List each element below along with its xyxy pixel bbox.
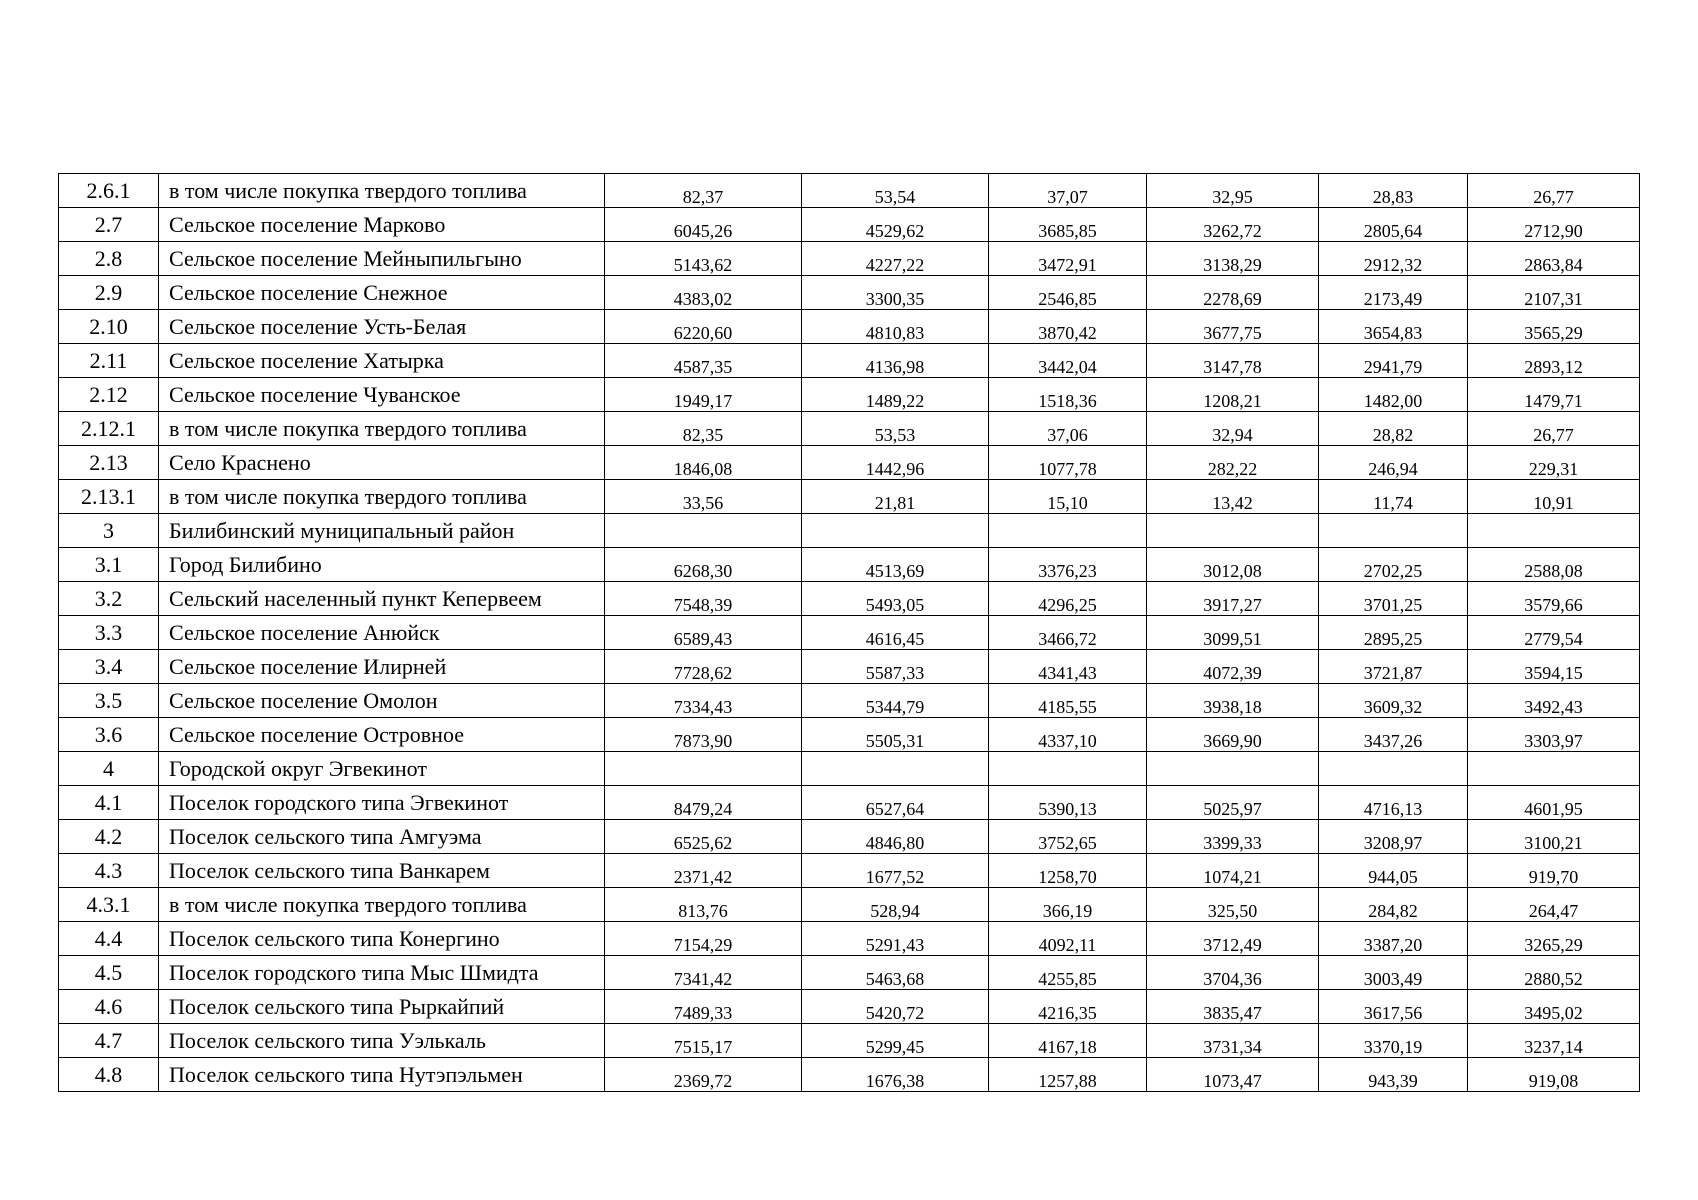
table-row xyxy=(59,650,1640,684)
settlement-name-cell: Сельское поселение Снежное xyxy=(159,276,605,310)
value-cell: 3147,78 xyxy=(1147,344,1319,378)
value-cell: 3492,43 xyxy=(1468,684,1640,718)
value-cell xyxy=(989,514,1147,548)
value-cell: 5291,43 xyxy=(802,922,989,956)
value-cell: 3376,23 xyxy=(989,548,1147,582)
value-cell: 7489,33 xyxy=(605,990,802,1024)
value-cell xyxy=(605,752,802,786)
value-cell: 4587,35 xyxy=(605,344,802,378)
value-cell: 284,82 xyxy=(1319,888,1468,922)
value-cell: 366,19 xyxy=(989,888,1147,922)
value-cell: 5587,33 xyxy=(802,650,989,684)
value-cell: 3712,49 xyxy=(1147,922,1319,956)
row-number-cell: 2.12.1 xyxy=(59,412,159,446)
settlement-name-cell: Сельский населенный пункт Кепервеем xyxy=(159,582,605,616)
value-cell: 1257,88 xyxy=(989,1058,1147,1092)
value-cell: 3669,90 xyxy=(1147,718,1319,752)
table-row xyxy=(59,854,1640,888)
settlement-name-cell: Поселок сельского типа Рыркайпий xyxy=(159,990,605,1024)
table-row xyxy=(59,310,1640,344)
value-cell: 5143,62 xyxy=(605,242,802,276)
value-cell: 3721,87 xyxy=(1319,650,1468,684)
settlement-name-cell: Поселок сельского типа Уэлькаль xyxy=(159,1024,605,1058)
row-number-cell: 3 xyxy=(59,514,159,548)
table-row xyxy=(59,718,1640,752)
value-cell: 7548,39 xyxy=(605,582,802,616)
value-cell: 3579,66 xyxy=(1468,582,1640,616)
value-cell: 5299,45 xyxy=(802,1024,989,1058)
settlement-name-cell: Сельское поселение Усть-Белая xyxy=(159,310,605,344)
table-row xyxy=(59,990,1640,1024)
table-row xyxy=(59,616,1640,650)
value-cell: 3370,19 xyxy=(1319,1024,1468,1058)
row-number-cell: 2.13.1 xyxy=(59,480,159,514)
value-cell xyxy=(1319,514,1468,548)
value-cell: 3442,04 xyxy=(989,344,1147,378)
row-number-cell: 3.1 xyxy=(59,548,159,582)
value-cell: 4341,43 xyxy=(989,650,1147,684)
value-cell: 37,07 xyxy=(989,174,1147,208)
value-cell: 3237,14 xyxy=(1468,1024,1640,1058)
row-number-cell: 4.1 xyxy=(59,786,159,820)
value-cell: 4616,45 xyxy=(802,616,989,650)
value-cell: 5420,72 xyxy=(802,990,989,1024)
value-cell: 4227,22 xyxy=(802,242,989,276)
settlement-name-cell: Сельское поселение Анюйск xyxy=(159,616,605,650)
value-cell: 4846,80 xyxy=(802,820,989,854)
value-cell xyxy=(1468,514,1640,548)
table-row xyxy=(59,548,1640,582)
table-row xyxy=(59,378,1640,412)
value-cell: 3917,27 xyxy=(1147,582,1319,616)
value-cell: 4601,95 xyxy=(1468,786,1640,820)
value-cell: 3303,97 xyxy=(1468,718,1640,752)
table-row xyxy=(59,1024,1640,1058)
value-cell: 229,31 xyxy=(1468,446,1640,480)
settlement-name-cell: Поселок сельского типа Амгуэма xyxy=(159,820,605,854)
settlement-name-cell: Поселок городского типа Мыс Шмидта xyxy=(159,956,605,990)
table-row xyxy=(59,820,1640,854)
value-cell: 3262,72 xyxy=(1147,208,1319,242)
value-cell: 3300,35 xyxy=(802,276,989,310)
value-cell: 1676,38 xyxy=(802,1058,989,1092)
value-cell: 2941,79 xyxy=(1319,344,1468,378)
value-cell: 4255,85 xyxy=(989,956,1147,990)
value-cell: 813,76 xyxy=(605,888,802,922)
value-cell: 944,05 xyxy=(1319,854,1468,888)
value-cell: 6589,43 xyxy=(605,616,802,650)
value-cell: 3565,29 xyxy=(1468,310,1640,344)
value-cell: 15,10 xyxy=(989,480,1147,514)
value-cell: 2895,25 xyxy=(1319,616,1468,650)
value-cell: 3472,91 xyxy=(989,242,1147,276)
row-number-cell: 2.9 xyxy=(59,276,159,310)
settlement-name-cell: Сельское поселение Илирней xyxy=(159,650,605,684)
value-cell: 82,37 xyxy=(605,174,802,208)
value-cell: 2880,52 xyxy=(1468,956,1640,990)
value-cell: 2805,64 xyxy=(1319,208,1468,242)
value-cell: 264,47 xyxy=(1468,888,1640,922)
value-cell: 3654,83 xyxy=(1319,310,1468,344)
value-cell: 53,54 xyxy=(802,174,989,208)
value-cell: 2107,31 xyxy=(1468,276,1640,310)
value-cell: 2702,25 xyxy=(1319,548,1468,582)
value-cell: 5344,79 xyxy=(802,684,989,718)
value-cell: 10,91 xyxy=(1468,480,1640,514)
value-cell: 6527,64 xyxy=(802,786,989,820)
row-number-cell: 4.8 xyxy=(59,1058,159,1092)
value-cell: 7334,43 xyxy=(605,684,802,718)
value-cell: 3399,33 xyxy=(1147,820,1319,854)
table-row xyxy=(59,174,1640,208)
value-cell: 2863,84 xyxy=(1468,242,1640,276)
row-number-cell: 2.7 xyxy=(59,208,159,242)
table-row xyxy=(59,208,1640,242)
value-cell: 4810,83 xyxy=(802,310,989,344)
value-cell xyxy=(802,514,989,548)
settlement-name-cell: Сельское поселение Марково xyxy=(159,208,605,242)
value-cell: 3731,34 xyxy=(1147,1024,1319,1058)
row-number-cell: 4.2 xyxy=(59,820,159,854)
row-number-cell: 2.8 xyxy=(59,242,159,276)
value-cell: 3387,20 xyxy=(1319,922,1468,956)
value-cell: 3870,42 xyxy=(989,310,1147,344)
row-number-cell: 4.3 xyxy=(59,854,159,888)
value-cell: 11,74 xyxy=(1319,480,1468,514)
value-cell: 1677,52 xyxy=(802,854,989,888)
value-cell: 6220,60 xyxy=(605,310,802,344)
value-cell: 2546,85 xyxy=(989,276,1147,310)
value-cell: 246,94 xyxy=(1319,446,1468,480)
value-cell: 2588,08 xyxy=(1468,548,1640,582)
row-number-cell: 3.4 xyxy=(59,650,159,684)
row-number-cell: 3.3 xyxy=(59,616,159,650)
settlement-name-cell: Сельское поселение Островное xyxy=(159,718,605,752)
row-number-cell: 4.3.1 xyxy=(59,888,159,922)
table-row xyxy=(59,412,1640,446)
value-cell xyxy=(605,514,802,548)
value-cell: 5505,31 xyxy=(802,718,989,752)
table-row xyxy=(59,344,1640,378)
value-cell: 4167,18 xyxy=(989,1024,1147,1058)
value-cell: 1846,08 xyxy=(605,446,802,480)
row-number-cell: 4.7 xyxy=(59,1024,159,1058)
value-cell: 4136,98 xyxy=(802,344,989,378)
value-cell: 5493,05 xyxy=(802,582,989,616)
row-number-cell: 2.12 xyxy=(59,378,159,412)
table-row xyxy=(59,1058,1640,1092)
value-cell: 282,22 xyxy=(1147,446,1319,480)
row-number-cell: 2.13 xyxy=(59,446,159,480)
value-cell: 1518,36 xyxy=(989,378,1147,412)
value-cell: 4216,35 xyxy=(989,990,1147,1024)
value-cell: 2278,69 xyxy=(1147,276,1319,310)
value-cell: 7154,29 xyxy=(605,922,802,956)
value-cell: 3100,21 xyxy=(1468,820,1640,854)
table-row xyxy=(59,956,1640,990)
value-cell: 3617,56 xyxy=(1319,990,1468,1024)
value-cell: 3265,29 xyxy=(1468,922,1640,956)
value-cell xyxy=(1147,514,1319,548)
value-cell xyxy=(989,752,1147,786)
value-cell: 4716,13 xyxy=(1319,786,1468,820)
settlement-name-cell: Поселок сельского типа Ванкарем xyxy=(159,854,605,888)
value-cell: 919,08 xyxy=(1468,1058,1640,1092)
value-cell: 7873,90 xyxy=(605,718,802,752)
value-cell: 3012,08 xyxy=(1147,548,1319,582)
value-cell: 4092,11 xyxy=(989,922,1147,956)
table-row xyxy=(59,922,1640,956)
value-cell: 4513,69 xyxy=(802,548,989,582)
value-cell xyxy=(1319,752,1468,786)
settlement-name-cell: Сельское поселение Хатырка xyxy=(159,344,605,378)
value-cell: 4529,62 xyxy=(802,208,989,242)
value-cell: 4296,25 xyxy=(989,582,1147,616)
settlement-name-cell: Сельское поселение Чуванское xyxy=(159,378,605,412)
value-cell: 3437,26 xyxy=(1319,718,1468,752)
value-cell: 5025,97 xyxy=(1147,786,1319,820)
row-number-cell: 2.10 xyxy=(59,310,159,344)
tariff-table xyxy=(58,173,1640,1092)
value-cell: 33,56 xyxy=(605,480,802,514)
table-row xyxy=(59,752,1640,786)
value-cell: 1077,78 xyxy=(989,446,1147,480)
table-row xyxy=(59,446,1640,480)
value-cell: 1949,17 xyxy=(605,378,802,412)
settlement-name-cell: Билибинский муниципальный район xyxy=(159,514,605,548)
value-cell: 3685,85 xyxy=(989,208,1147,242)
value-cell: 32,94 xyxy=(1147,412,1319,446)
value-cell: 3704,36 xyxy=(1147,956,1319,990)
table-row xyxy=(59,242,1640,276)
value-cell: 2893,12 xyxy=(1468,344,1640,378)
row-number-cell: 3.5 xyxy=(59,684,159,718)
value-cell: 7515,17 xyxy=(605,1024,802,1058)
settlement-name-cell: Поселок городского типа Эгвекинот xyxy=(159,786,605,820)
settlement-name-cell: в том числе покупка твердого топлива xyxy=(159,888,605,922)
value-cell: 1258,70 xyxy=(989,854,1147,888)
row-number-cell: 2.6.1 xyxy=(59,174,159,208)
value-cell: 2369,72 xyxy=(605,1058,802,1092)
value-cell: 3208,97 xyxy=(1319,820,1468,854)
value-cell: 2371,42 xyxy=(605,854,802,888)
row-number-cell: 4.5 xyxy=(59,956,159,990)
value-cell: 26,77 xyxy=(1468,412,1640,446)
value-cell: 3609,32 xyxy=(1319,684,1468,718)
settlement-name-cell: в том числе покупка твердого топлива xyxy=(159,174,605,208)
value-cell: 1489,22 xyxy=(802,378,989,412)
value-cell: 2912,32 xyxy=(1319,242,1468,276)
value-cell: 13,42 xyxy=(1147,480,1319,514)
value-cell: 4337,10 xyxy=(989,718,1147,752)
table-row xyxy=(59,480,1640,514)
value-cell: 53,53 xyxy=(802,412,989,446)
value-cell: 3677,75 xyxy=(1147,310,1319,344)
value-cell: 2712,90 xyxy=(1468,208,1640,242)
value-cell: 6268,30 xyxy=(605,548,802,582)
value-cell: 3466,72 xyxy=(989,616,1147,650)
row-number-cell: 3.6 xyxy=(59,718,159,752)
value-cell: 28,82 xyxy=(1319,412,1468,446)
table-row xyxy=(59,888,1640,922)
value-cell: 3701,25 xyxy=(1319,582,1468,616)
value-cell: 3752,65 xyxy=(989,820,1147,854)
table-row xyxy=(59,684,1640,718)
value-cell: 3835,47 xyxy=(1147,990,1319,1024)
value-cell: 82,35 xyxy=(605,412,802,446)
value-cell: 3938,18 xyxy=(1147,684,1319,718)
value-cell: 3594,15 xyxy=(1468,650,1640,684)
value-cell: 2779,54 xyxy=(1468,616,1640,650)
settlement-name-cell: Городской округ Эгвекинот xyxy=(159,752,605,786)
value-cell xyxy=(1468,752,1640,786)
value-cell: 3495,02 xyxy=(1468,990,1640,1024)
table-row xyxy=(59,276,1640,310)
value-cell: 4072,39 xyxy=(1147,650,1319,684)
value-cell: 32,95 xyxy=(1147,174,1319,208)
row-number-cell: 3.2 xyxy=(59,582,159,616)
value-cell: 6045,26 xyxy=(605,208,802,242)
settlement-name-cell: Сельское поселение Мейныпильгыно xyxy=(159,242,605,276)
table-row xyxy=(59,786,1640,820)
row-number-cell: 4.6 xyxy=(59,990,159,1024)
value-cell: 1073,47 xyxy=(1147,1058,1319,1092)
value-cell: 4383,02 xyxy=(605,276,802,310)
value-cell: 21,81 xyxy=(802,480,989,514)
value-cell: 28,83 xyxy=(1319,174,1468,208)
value-cell: 528,94 xyxy=(802,888,989,922)
row-number-cell: 2.11 xyxy=(59,344,159,378)
row-number-cell: 4 xyxy=(59,752,159,786)
value-cell: 4185,55 xyxy=(989,684,1147,718)
settlement-name-cell: Поселок сельского типа Нутэпэльмен xyxy=(159,1058,605,1092)
value-cell: 1074,21 xyxy=(1147,854,1319,888)
value-cell: 3099,51 xyxy=(1147,616,1319,650)
value-cell: 3138,29 xyxy=(1147,242,1319,276)
value-cell: 943,39 xyxy=(1319,1058,1468,1092)
settlement-name-cell: Сельское поселение Омолон xyxy=(159,684,605,718)
value-cell xyxy=(802,752,989,786)
settlement-name-cell: в том числе покупка твердого топлива xyxy=(159,412,605,446)
value-cell: 1442,96 xyxy=(802,446,989,480)
settlement-name-cell: Село Краснено xyxy=(159,446,605,480)
value-cell: 1208,21 xyxy=(1147,378,1319,412)
value-cell: 7341,42 xyxy=(605,956,802,990)
value-cell: 8479,24 xyxy=(605,786,802,820)
value-cell: 3003,49 xyxy=(1319,956,1468,990)
value-cell: 919,70 xyxy=(1468,854,1640,888)
value-cell: 26,77 xyxy=(1468,174,1640,208)
value-cell: 6525,62 xyxy=(605,820,802,854)
table-row xyxy=(59,582,1640,616)
value-cell: 1482,00 xyxy=(1319,378,1468,412)
table-row xyxy=(59,514,1640,548)
value-cell: 7728,62 xyxy=(605,650,802,684)
value-cell: 5390,13 xyxy=(989,786,1147,820)
row-number-cell: 4.4 xyxy=(59,922,159,956)
value-cell: 37,06 xyxy=(989,412,1147,446)
table-body xyxy=(59,174,1640,1092)
settlement-name-cell: в том числе покупка твердого топлива xyxy=(159,480,605,514)
value-cell: 325,50 xyxy=(1147,888,1319,922)
value-cell: 5463,68 xyxy=(802,956,989,990)
value-cell xyxy=(1147,752,1319,786)
value-cell: 1479,71 xyxy=(1468,378,1640,412)
value-cell: 2173,49 xyxy=(1319,276,1468,310)
settlement-name-cell: Поселок сельского типа Конергино xyxy=(159,922,605,956)
settlement-name-cell: Город Билибино xyxy=(159,548,605,582)
